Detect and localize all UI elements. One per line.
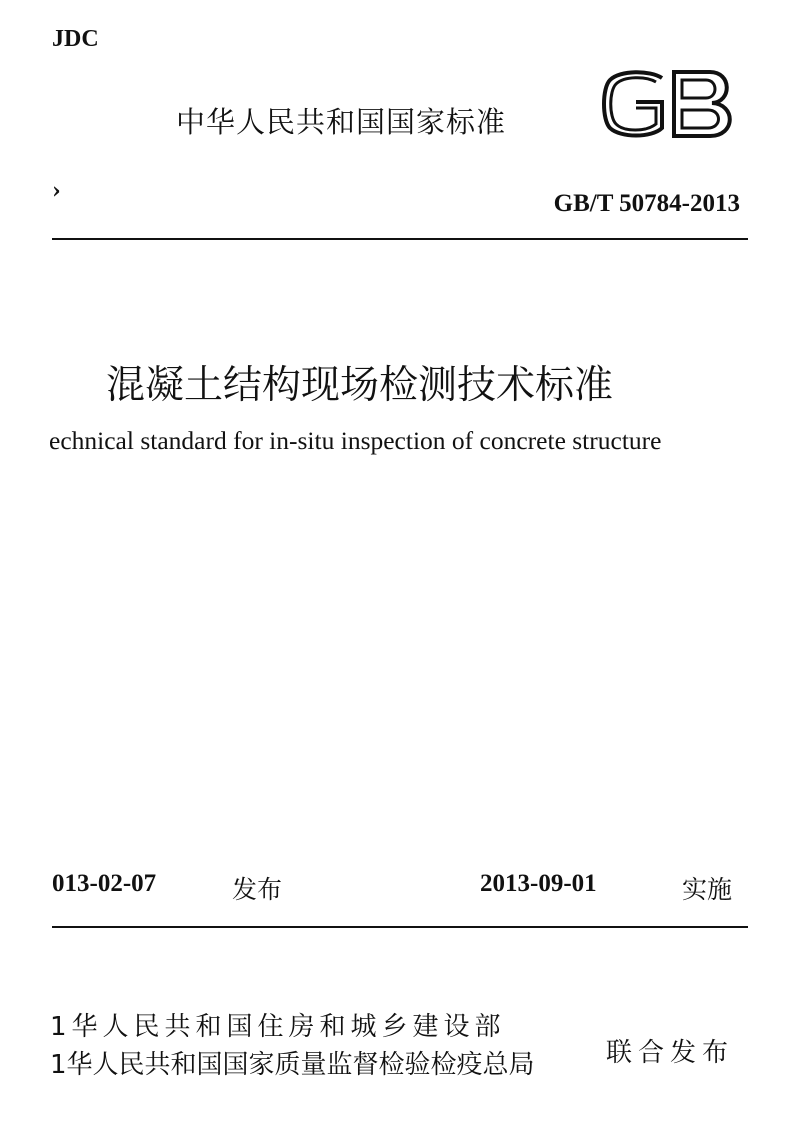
joint-issue-label: 联合发布: [606, 1038, 735, 1068]
implement-label: 实施: [682, 875, 733, 904]
issuer-line-2: 1华人民共和国国家质量监督检验检疫总局: [50, 1050, 535, 1080]
issue-label: 发布: [232, 875, 283, 904]
gb-logo-icon: [600, 66, 742, 142]
implement-date: 2013-09-01: [480, 870, 597, 897]
standard-number: GB/T 50784-2013: [553, 190, 740, 217]
issue-date: 013-02-07: [52, 870, 157, 897]
udc-label: JDC: [52, 26, 99, 52]
left-margin-mark: ›: [52, 178, 61, 204]
national-standard-heading: 中华人民共和国国家标准: [176, 105, 507, 139]
issuer-line-1: 1华人民共和国住房和城乡建设部: [50, 1012, 506, 1042]
title-chinese: 混凝土结构现场检测技术标准: [106, 363, 614, 408]
top-divider: [52, 238, 748, 240]
bottom-divider: [52, 926, 748, 928]
title-english: echnical standard for in-situ inspection of concrete structure: [49, 426, 662, 455]
